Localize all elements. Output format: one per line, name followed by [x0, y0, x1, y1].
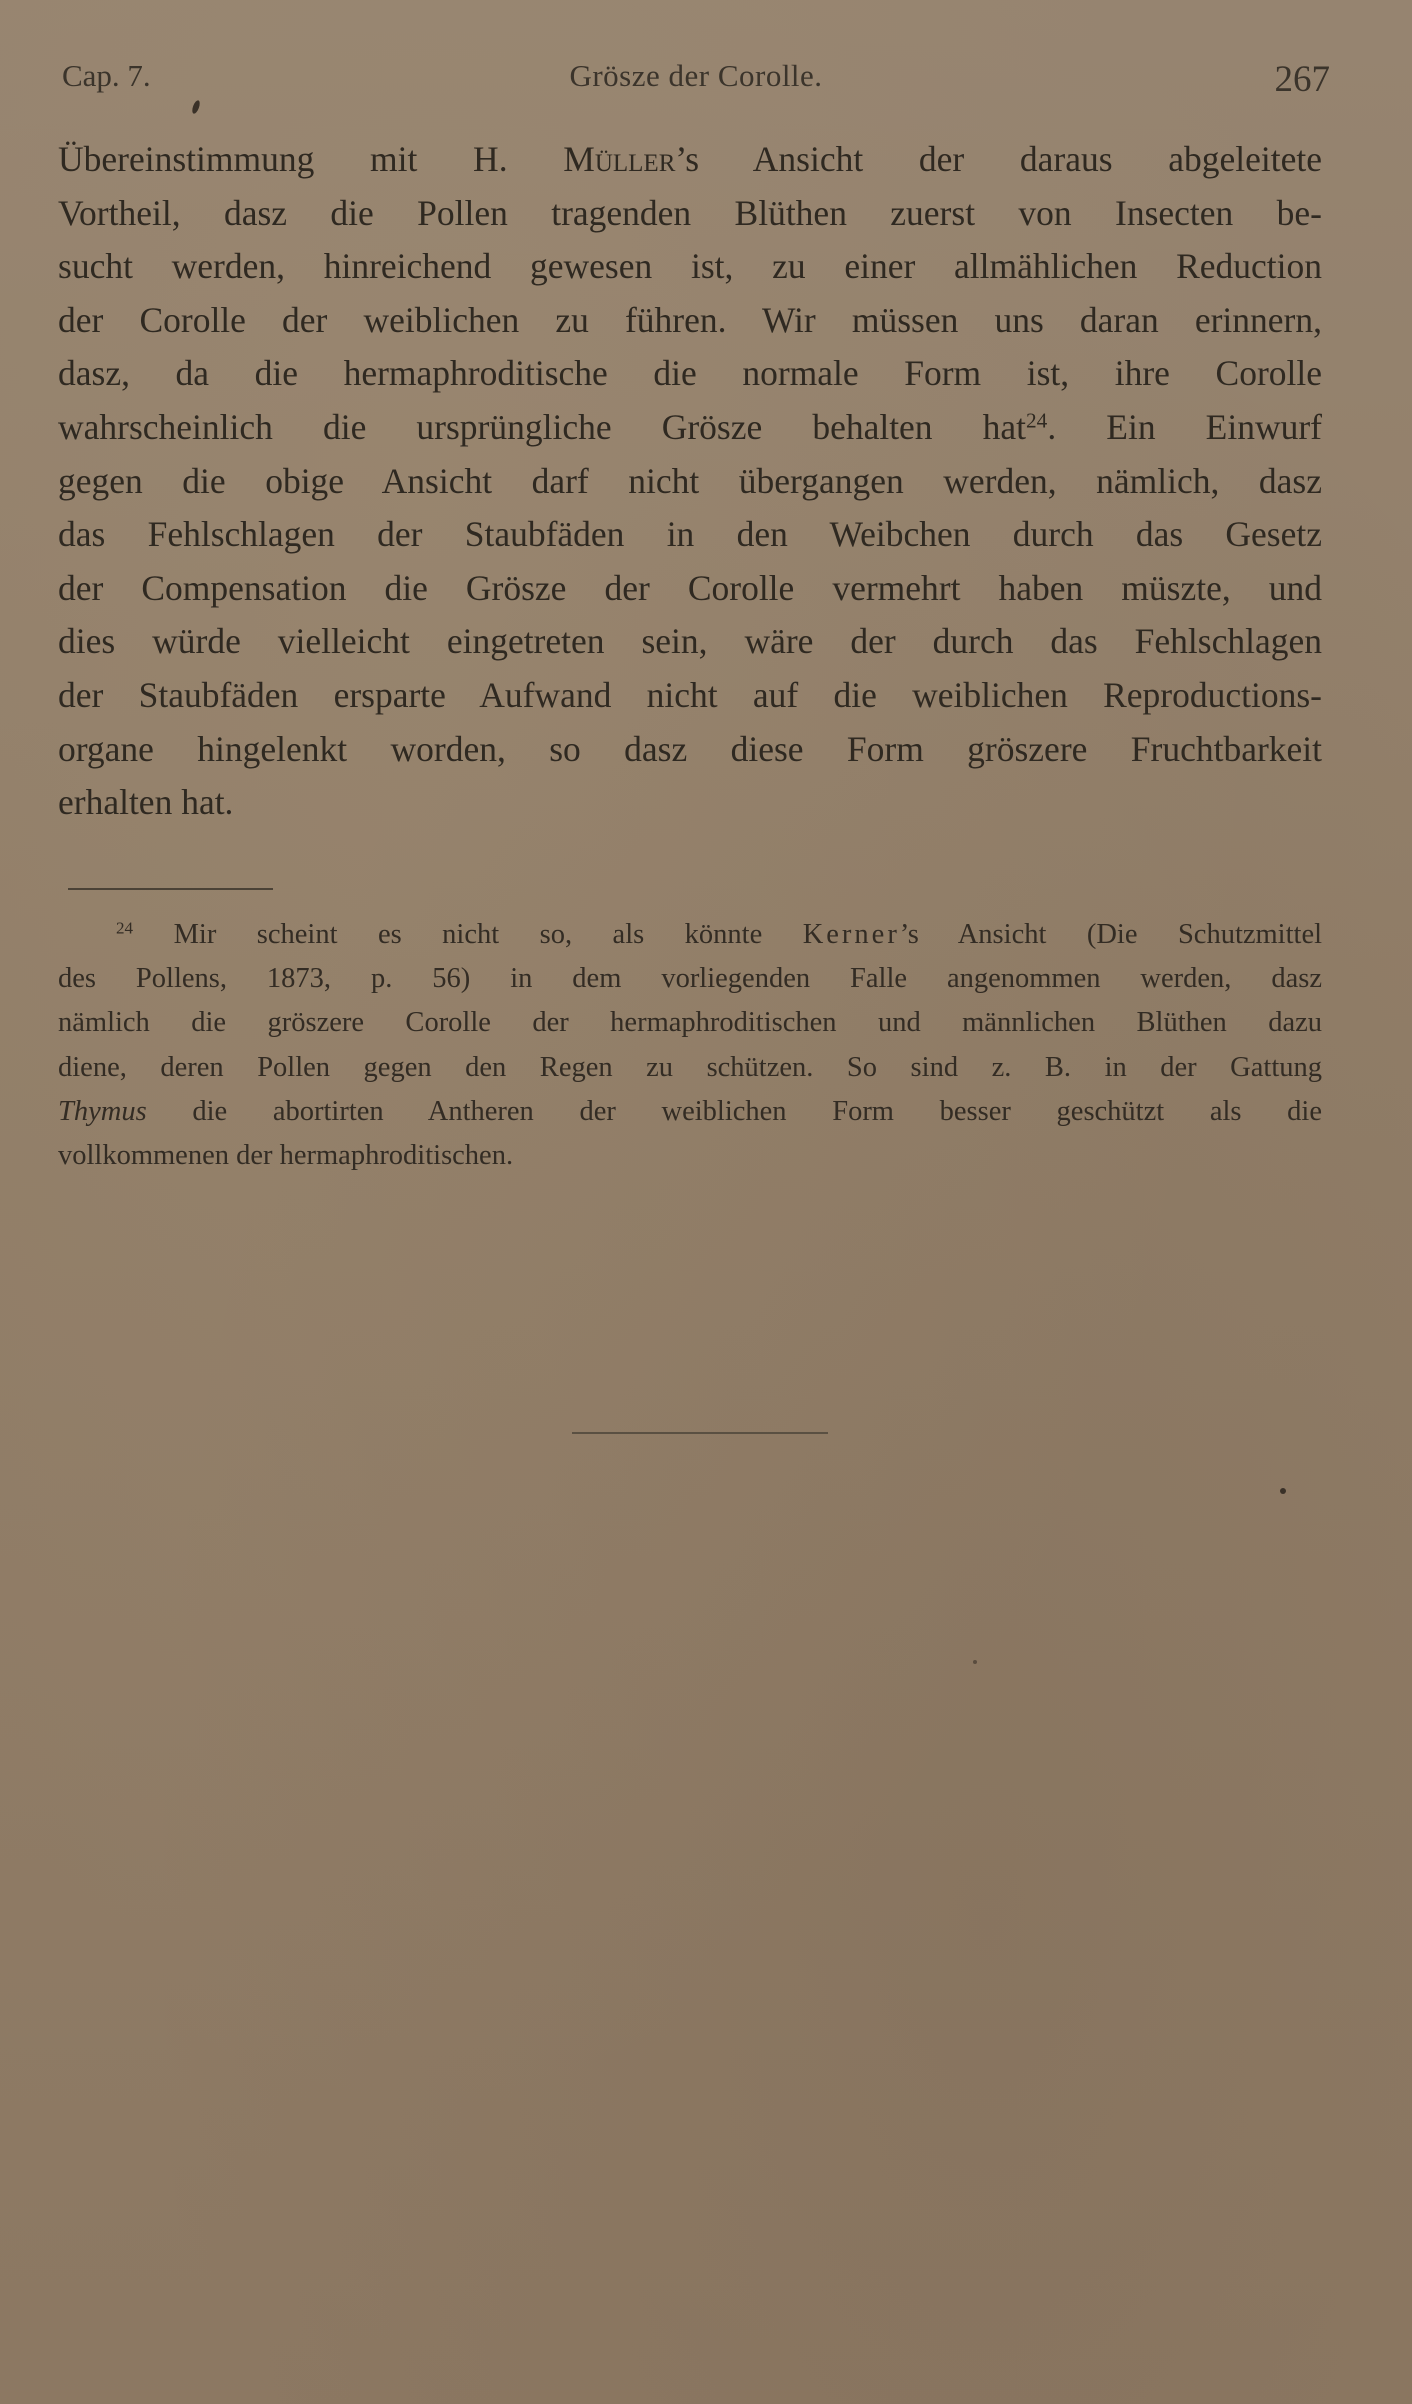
running-header	[62, 58, 1330, 106]
text-line-1: Übereinstimmung mit H. Müller’s Ansicht der daraus abgeleitete	[58, 139, 1322, 179]
footnote-reference: 24	[1026, 408, 1048, 433]
text-line-4: der Corolle der weiblichen zu führen. Wir müssen uns daran erinnern,	[58, 299, 1322, 340]
author-name-muller: Müller	[563, 139, 676, 179]
genus-name: Thymus	[58, 1095, 147, 1127]
footnote	[58, 913, 1322, 1178]
text-line-7: gegen die obige Ansicht darf nicht übergangen werden, nämlich, dasz	[58, 460, 1322, 501]
footnote-line-6: vollkommenen der hermaphroditischen.	[58, 1139, 514, 1171]
footnote-line-2: des Pollens, 1873, p. 56) in dem vorliegenden Falle angenommen werden, dasz	[58, 963, 1322, 995]
text-line-12: organe hingelenkt worden, so dasz diese Form gröszere Fruchtbarkeit	[58, 728, 1322, 769]
footnote-line-5: Thymus die abortirten Antheren der weiblichen Form besser geschützt als die	[58, 1095, 1322, 1127]
text-line-5: dasz, da die hermaphroditische die normale Form ist, ihre Corolle	[58, 353, 1322, 394]
footnote-line-4: diene, deren Pollen gegen den Regen zu schützen. So sind z. B. in der Gattung	[58, 1051, 1322, 1083]
text-line-2: Vortheil, dasz die Pollen tragenden Blüthen zuerst von Insecten be-	[58, 192, 1322, 233]
text-line-3: sucht werden, hinreichend gewesen ist, zu einer allmählichen Reduction	[58, 246, 1322, 287]
footnote-line-3: nämlich die gröszere Corolle der hermaphroditischen und männlichen Blüthen dazu	[58, 1007, 1322, 1039]
chapter-label: Cap. 7.	[62, 58, 151, 93]
text-line-13: erhalten hat.	[58, 782, 234, 823]
text-line-11: der Staubfäden ersparte Aufwand nicht auf die weiblichen Reproductions-	[58, 674, 1322, 715]
running-title: Grösze der Corolle.	[569, 58, 823, 93]
text-line-8: das Fehlschlagen der Staubfäden in den Weibchen durch das Gesetz	[58, 514, 1322, 555]
author-name-kerner: Kerner	[802, 919, 900, 950]
page-number: 267	[1274, 59, 1330, 100]
ink-speck	[1280, 1488, 1286, 1494]
text-line-10: dies würde vielleicht eingetreten sein, wäre der durch das Fehlschlagen	[58, 621, 1322, 662]
footnote-separator	[68, 888, 273, 890]
text-line-9: der Compensation die Grösze der Corolle vermehrt haben müszte, und	[58, 567, 1322, 608]
end-rule	[572, 1432, 828, 1434]
footnote-number: 24	[116, 918, 134, 938]
text-line-6: wahrscheinlich die ursprüngliche Grösze behalten hat$^{24}$. Ein Einwurf	[58, 406, 1322, 447]
main-paragraph	[58, 133, 1322, 830]
footnote-line-1: $^{24}$ Mir scheint es nicht so, als könnte Kerner’s Ansicht (Die Schutzmittel	[116, 918, 1323, 950]
ink-speck	[973, 1660, 977, 1664]
